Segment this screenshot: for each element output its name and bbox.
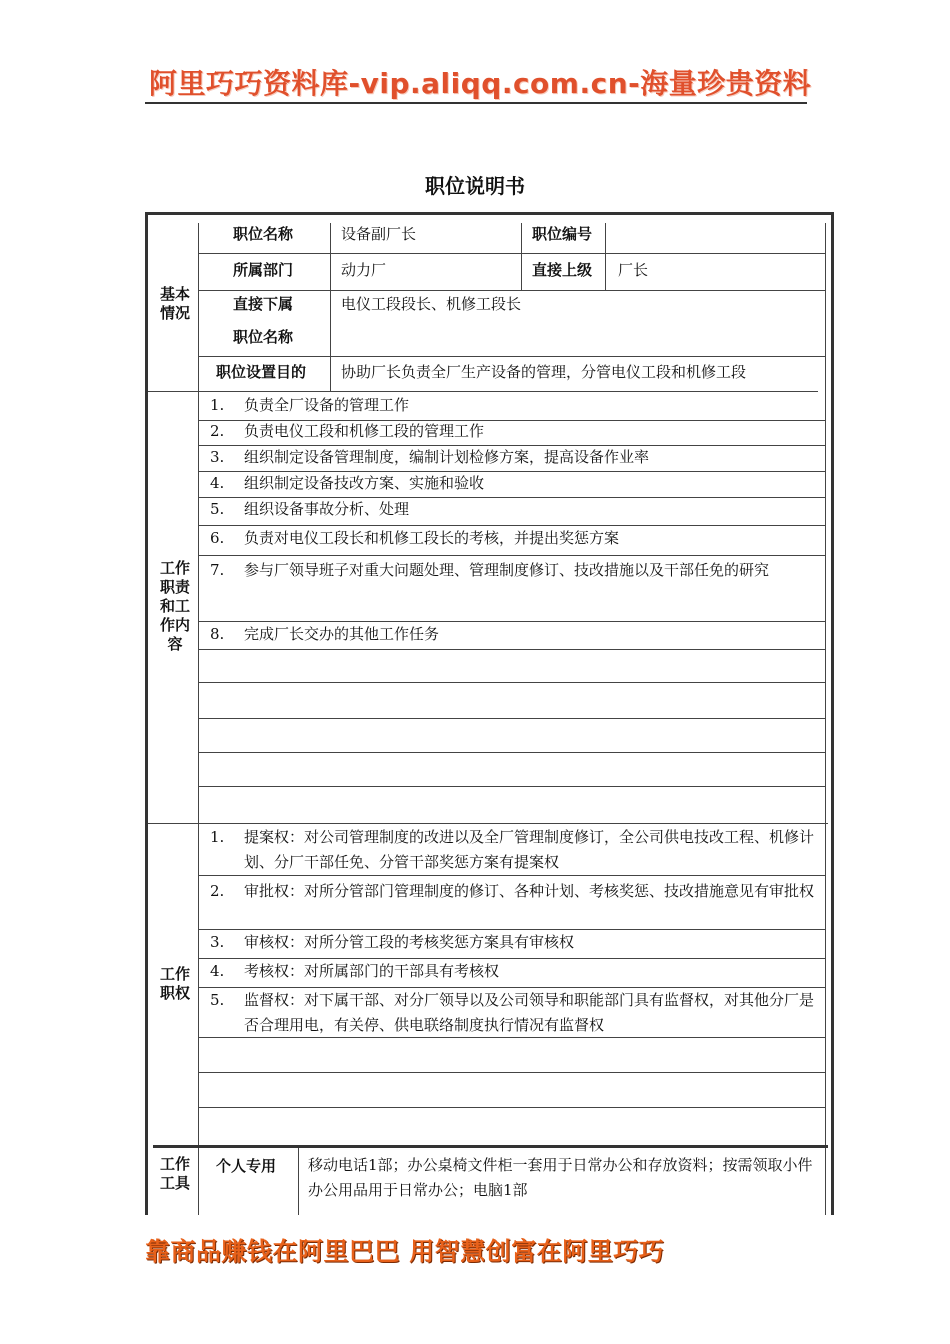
position-name-value: 设备副厂长 — [341, 225, 417, 243]
duty-item-4: 4. 组织制定设备技改方案、实施和验收 — [210, 474, 485, 492]
subordinate-label-line1: 直接下属 — [233, 295, 294, 313]
footer-banner — [145, 1232, 807, 1268]
subordinates-value: 电仪工段段长、机修工段长 — [341, 295, 522, 313]
duty-item-3: 3. 组织制定设备管理制度，编制计划检修方案，提高设备作业率 — [210, 448, 650, 466]
document-title: 职位说明书 — [425, 174, 525, 198]
authority-item-3: 3. 审核权：对所分管工段的考核奖惩方案具有审核权 — [210, 933, 575, 951]
position-name-label: 职位名称 — [233, 225, 294, 243]
tools-personal-value: 移动电话1部；办公桌椅文件柜一套用于日常办公和存放资料；按需领取小件办公用品用于日常办公；电脑1部 — [308, 1156, 813, 1199]
superior-value: 厂长 — [618, 261, 649, 279]
superior-label: 直接上级 — [532, 261, 593, 279]
duty-item-1: 1. 负责全厂设备的管理工作 — [210, 396, 410, 414]
position-no-label: 职位编号 — [532, 225, 593, 243]
duty-item-5: 5. 组织设备事故分析、处理 — [210, 500, 410, 518]
authority-item-1: 1. 提案权：对公司管理制度的改进以及全厂管理制度修订，全公司供电技改工程、机修计划、分厂干部任免、分管干部奖惩方案有提案权 — [210, 828, 815, 871]
duty-item-8: 8. 完成厂长交办的其他工作任务 — [210, 625, 440, 643]
authority-item-2: 2. 审批权：对所分管部门管理制度的修订、各种计划、考核奖惩、技改措施意见有审批权 — [210, 882, 815, 900]
section-label-authority: 工作 职权 — [159, 965, 190, 1002]
purpose-value: 协助厂长负责全厂生产设备的管理，分管电仪工段和机修工段 — [341, 363, 747, 381]
footer-banner-text: 靠商品赚钱在阿里巴巴 用智慧创富在阿里巧巧 — [145, 1237, 665, 1266]
section-label-duties: 工作 职责 和工 作内 容 — [159, 559, 190, 653]
duty-item-7: 7. 参与厂领导班子对重大问题处理、管理制度修订、技改措施以及干部任免的研究 — [210, 561, 770, 579]
authority-item-5: 5. 监督权：对下属干部、对分厂领导以及公司领导和职能部门具有监督权，对其他分厂是否合理用电，有关停、供电联络制度执行情况有监督权 — [210, 991, 815, 1034]
duty-item-2: 2. 负责电仪工段和机修工段的管理工作 — [210, 422, 485, 440]
department-value: 动力厂 — [341, 261, 387, 279]
section-label-tools: 工作 工具 — [159, 1155, 190, 1192]
tools-personal-label: 个人专用 — [216, 1157, 277, 1175]
authority-item-4: 4. 考核权：对所属部门的干部具有考核权 — [210, 962, 500, 980]
section-label-basic: 基本 情况 — [159, 285, 190, 322]
header-banner-text: 阿里巧巧资料库-vip.aliqq.com.cn-海量珍贵资料 — [149, 67, 812, 100]
header-banner — [145, 62, 812, 104]
job-description-table — [145, 212, 834, 1215]
duty-item-6: 6. 负责对电仪工段长和机修工段长的考核，并提出奖惩方案 — [210, 529, 620, 547]
purpose-label: 职位设置目的 — [216, 363, 307, 381]
department-label: 所属部门 — [233, 261, 294, 279]
subordinate-label-line2: 职位名称 — [233, 328, 294, 346]
